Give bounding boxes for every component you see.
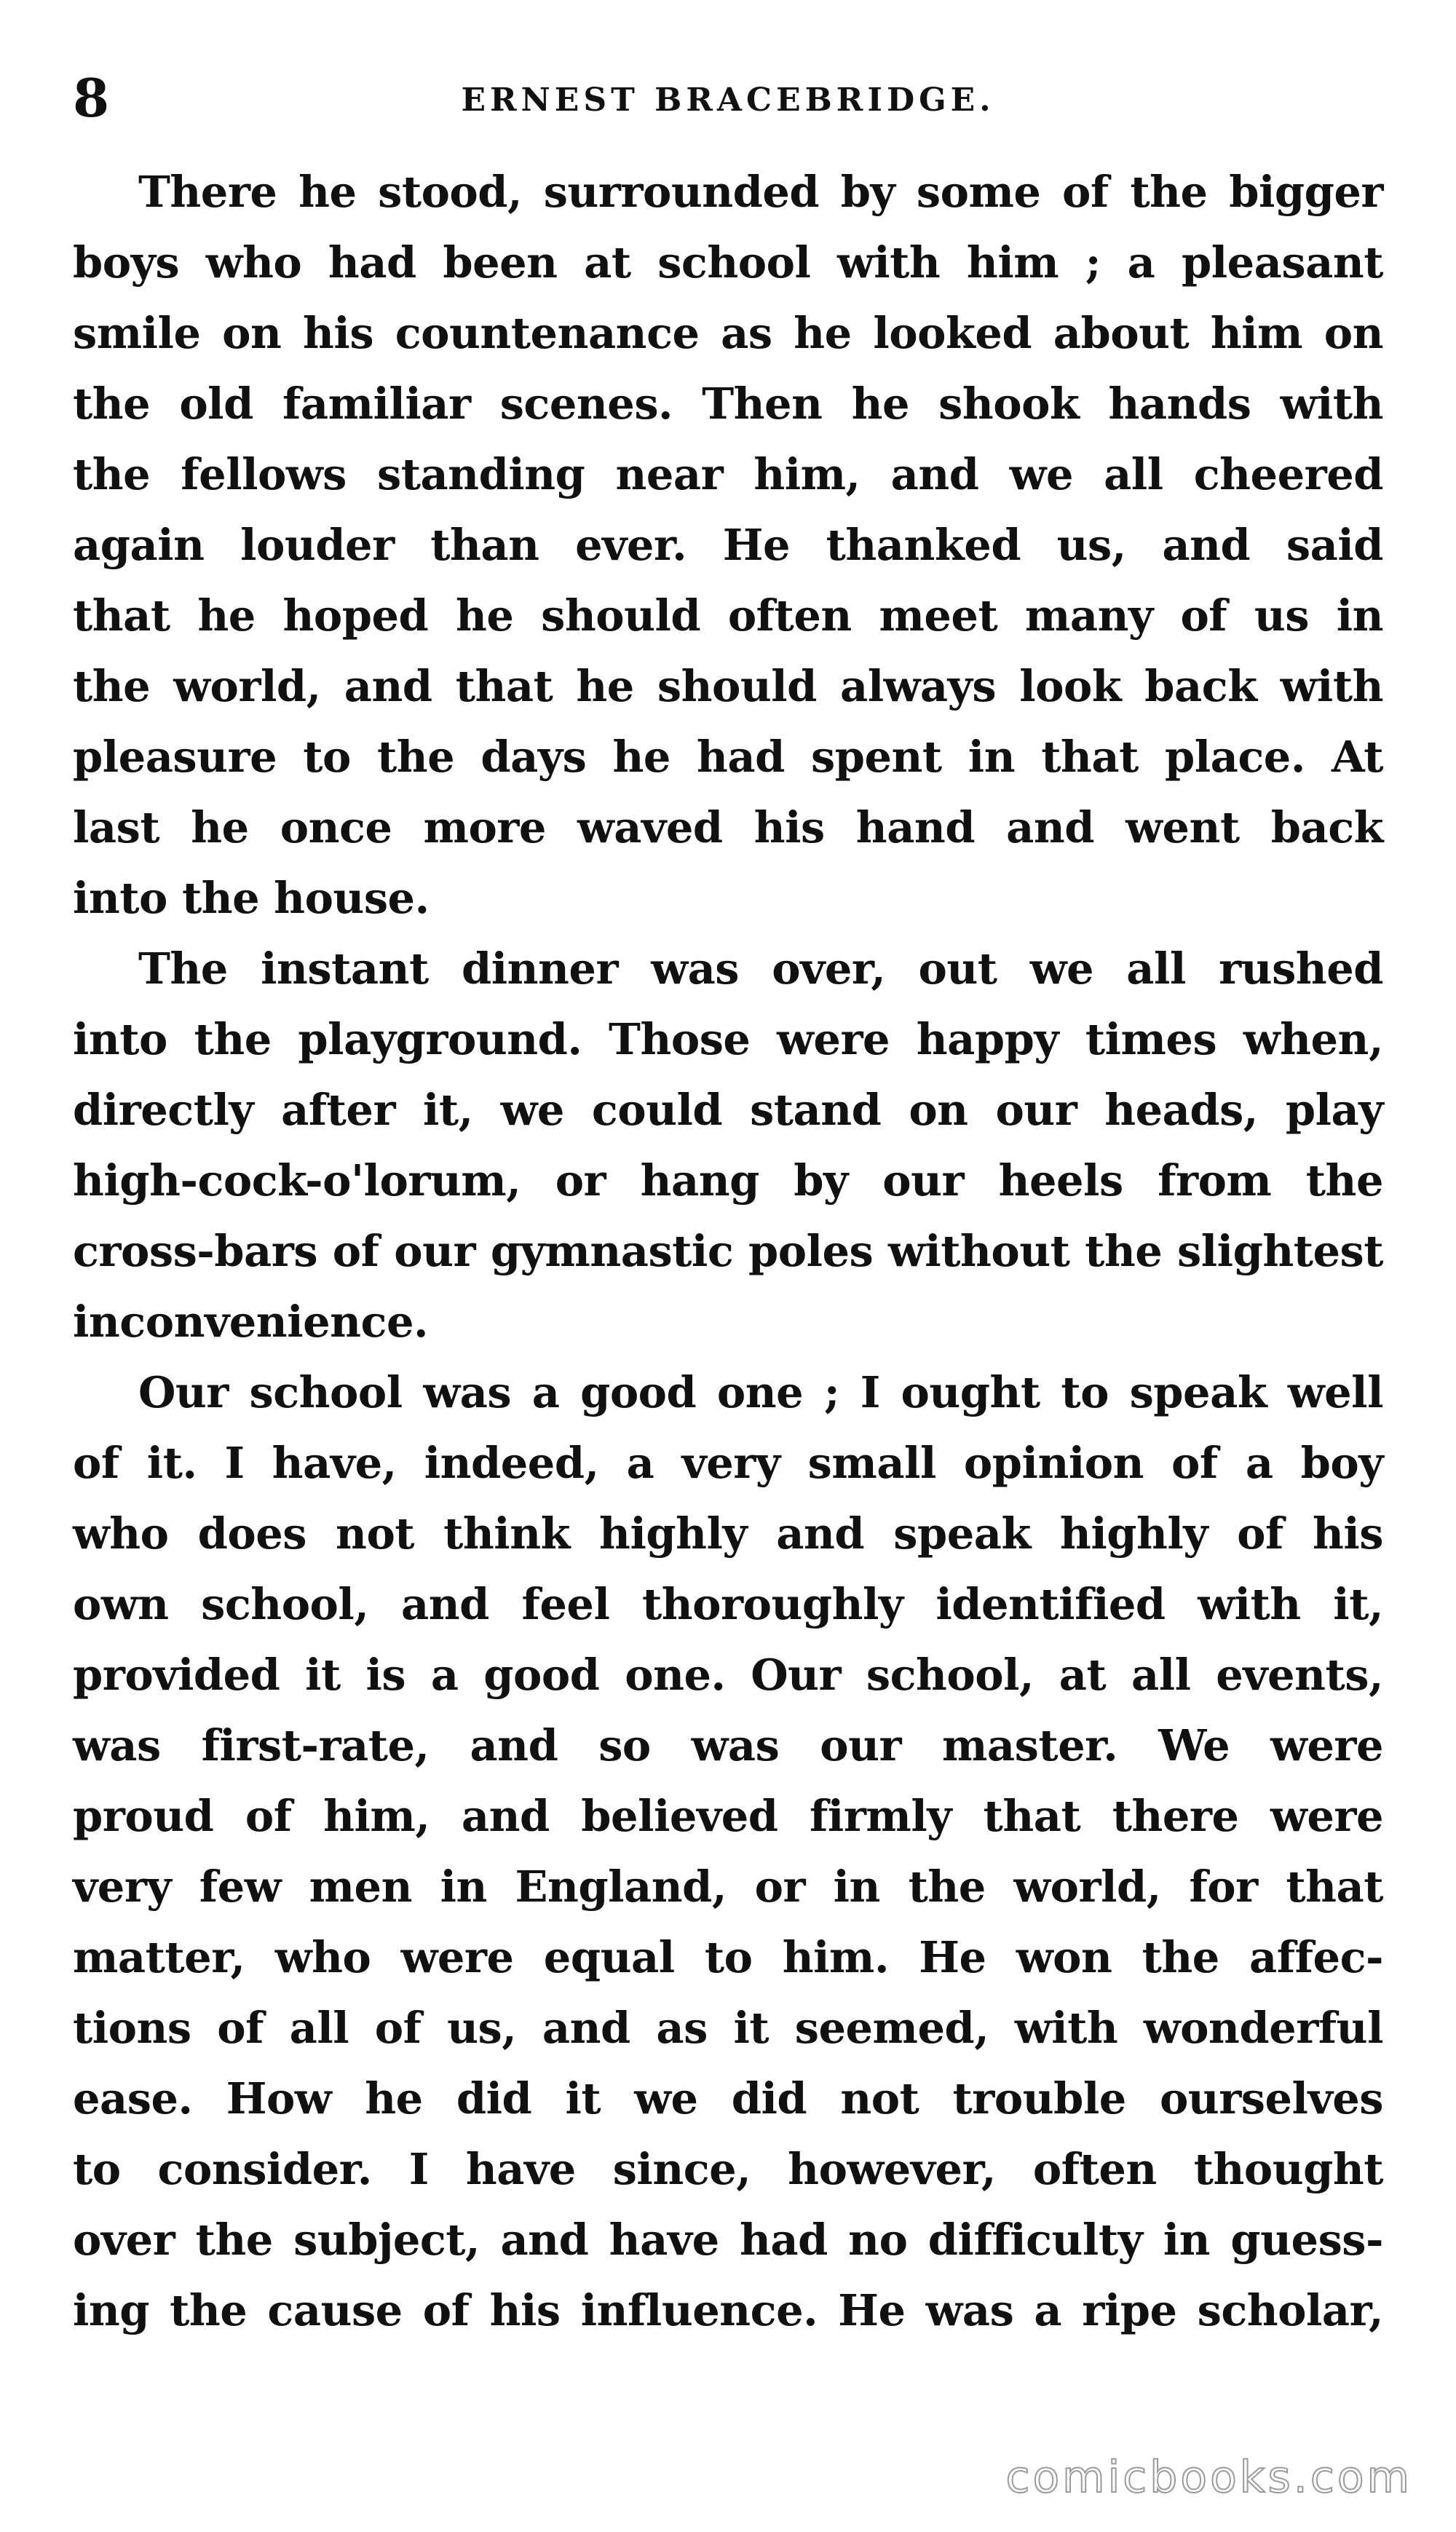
text-line: The instant dinner was over, out we all rushed — [138, 943, 1383, 994]
text-line: who does not think highly and speak highly of his — [73, 1508, 1383, 1559]
text-line: again louder than ever. He thanked us, and said — [73, 520, 1383, 570]
running-title: ERNEST BRACEBRIDGE. — [461, 82, 995, 119]
text-line: own school, and feel thoroughly identified with it, — [73, 1579, 1383, 1629]
text-line: ing the cause of his influence. He was a ripe scholar, — [73, 2285, 1383, 2335]
text-line: directly after it, we could stand on our heads, play — [73, 1085, 1383, 1135]
text-line: into the playground. Those were happy times when, — [73, 1014, 1383, 1064]
paragraph-3 — [73, 1357, 1383, 2346]
text-line: to consider. I have since, however, often thought — [73, 2144, 1383, 2194]
text-line: ease. How he did it we did not trouble ourselves — [73, 2073, 1383, 2124]
text-line: the old familiar scenes. Then he shook hands with — [73, 379, 1383, 429]
text-line: cross-bars of our gymnastic poles without the slightest — [73, 1226, 1383, 1276]
text-line: Our school was a good one ; I ought to speak well — [138, 1367, 1383, 1417]
paragraph-1 — [73, 157, 1383, 933]
text-line: smile on his countenance as he looked about him on — [73, 308, 1383, 358]
text-line: over the subject, and have had no difficulty in guess- — [73, 2215, 1383, 2265]
text-line: last he once more waved his hand and went back — [73, 802, 1383, 852]
text-line: very few men in England, or in the world, for that — [73, 1862, 1383, 1912]
text-line: inconvenience. — [73, 1297, 429, 1347]
text-line: tions of all of us, and as it seemed, with wonderful — [73, 2003, 1383, 2053]
text-line: high-cock-o'lorum, or hang by our heels from the — [73, 1155, 1383, 1206]
text-line: pleasure to the days he had spent in that place. At — [73, 732, 1383, 782]
text-line: of it. I have, indeed, a very small opinion of a boy — [73, 1438, 1383, 1488]
text-line: the world, and that he should always look back with — [73, 661, 1383, 711]
page-number: 8 — [73, 67, 110, 129]
text-line: proud of him, and believed firmly that there were — [73, 1791, 1383, 1841]
text-line: that he hoped he should often meet many of us in — [73, 590, 1383, 641]
text-line: boys who had been at school with him ; a pleasant — [73, 237, 1383, 288]
text-line: There he stood, surrounded by some of the bigger — [138, 167, 1383, 217]
text-line: was first-rate, and so was our master. We were — [73, 1720, 1383, 1771]
body-text — [73, 157, 1383, 2346]
text-line: the fellows standing near him, and we all cheered — [73, 449, 1383, 499]
text-line: matter, who were equal to him. He won the affec- — [73, 1932, 1383, 1982]
running-head — [73, 51, 1383, 138]
paragraph-2 — [73, 933, 1383, 1357]
text-line: provided it is a good one. Our school, at all events, — [73, 1650, 1383, 1700]
text-line: into the house. — [73, 873, 430, 923]
watermark: comicbooks.com — [1005, 2452, 1412, 2503]
